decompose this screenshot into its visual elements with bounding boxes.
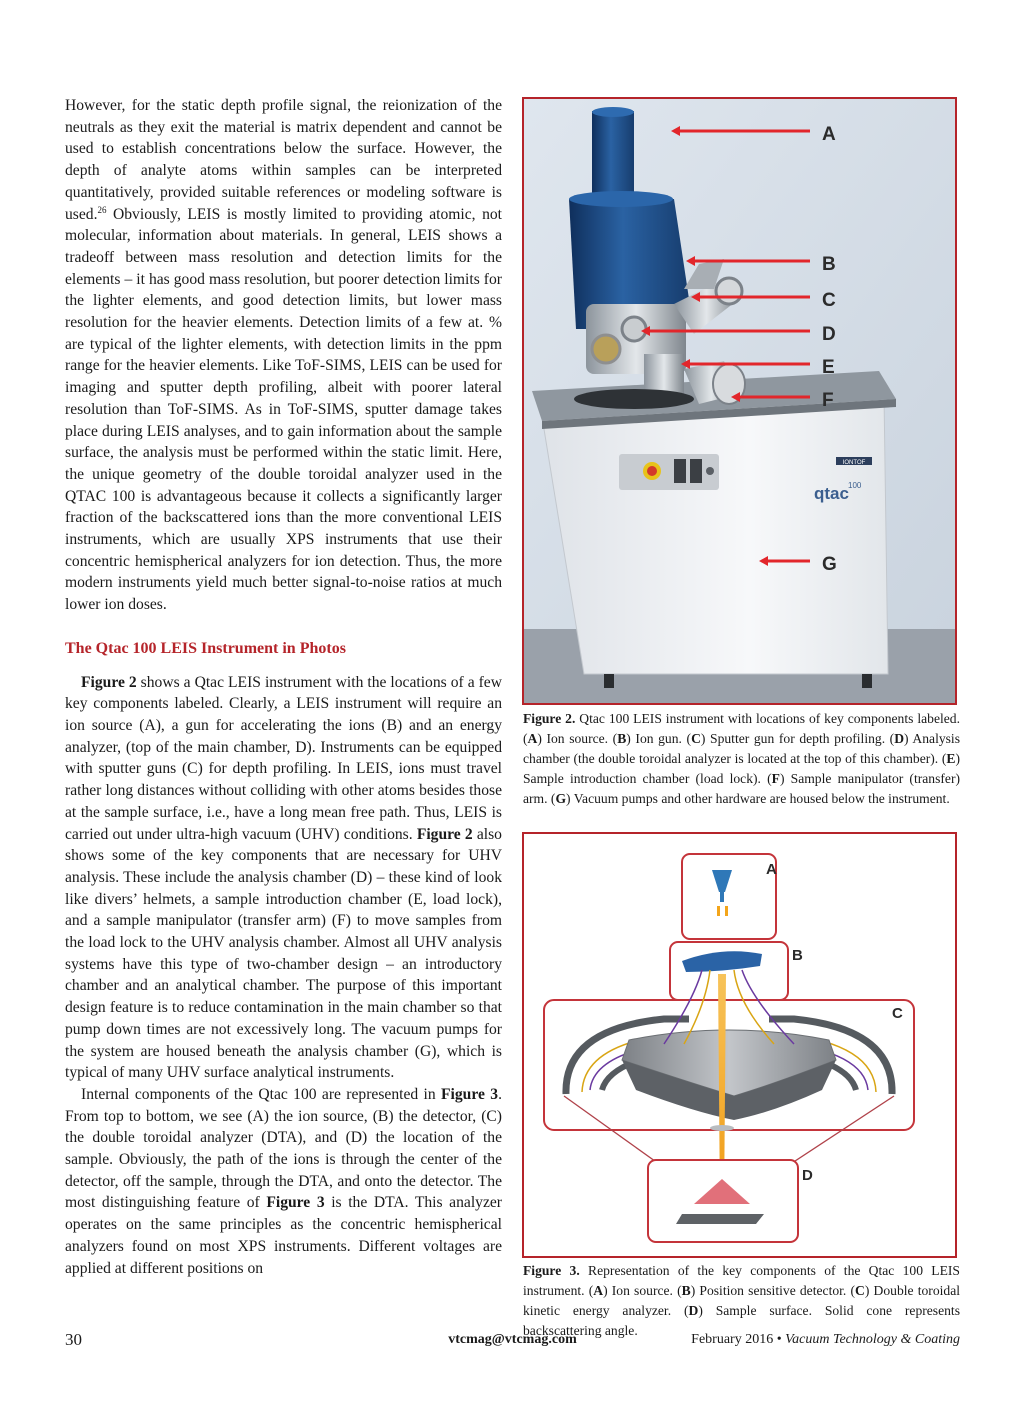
label-d: D xyxy=(802,1167,813,1184)
label-c: C xyxy=(822,290,836,311)
figure-3-diagram xyxy=(522,832,957,1258)
paragraph-3: Internal components of the Qtac 100 are represented in Figure 3. From top to bottom, we see (A) the ion source, (B) the detector, (C) the double toroidal analyzer (DTA), and (D) the location of the sample. Obviously, the path of the ions is through the center of the detector, off the sample, through the DTA, and onto the detector. The most distinguishing feature of Figure 3 is the DTA. This analyzer operates on the same principles as the concentric hemispherical analyzers found on most XPS instruments. Different voltages are applied at different positions on xyxy=(65,1085,502,1277)
footer-email[interactable]: vtcmag@vtcmag.com xyxy=(448,1332,577,1347)
label-b: B xyxy=(792,947,803,964)
label-g: G xyxy=(822,554,837,575)
label-c: C xyxy=(892,1005,903,1022)
brand-logo-text: qtac xyxy=(814,484,849,503)
paragraph-1: However, for the static depth profile signal, the reionization of the neutrals as they exit the material is matrix dependent and cannot be used to establish concentrations below the surface. However, the depth of analyte atoms within samples can be interpreted quantitatively, provided suitable references or modeling software is used.$^{26}$ Obviously, LEIS is mostly limited to providing atomic, not molecular, information about materials. In general, LEIS shows a tradeoff between mass resolution and detection limits for the elements – it has good mass resolution, but poorer detection limits for the lighter elements, and good detection limits, but lower mass resolution for the heavier elements. Detection limits of a few at. % are typical of the lighter elements, with detection limits in the ppm range for the heavier elements. Like ToF-SIMS, LEIS can be used for imaging and sputter depth profiling, albeit with poorer lateral resolution than ToF-SIMS. As in ToF-SIMS, sputter damage takes place during LEIS analyses, and to gain information about the sample surface, the analysis must be performed within the static limit. Here, the unique geometry of the double toroidal analyzer used in the QTAC 100 is advantageous because it collects a significantly larger fraction of the backscattered ions than the more conventional LEIS instruments, which are usually XPS instruments that use their concentric hemispherical analyzers for ion detection. Thus, the more modern instruments yield much better signal-to-noise ratios at much lower ion doses. xyxy=(65,97,502,614)
figure-2-caption: Figure 2. Qtac 100 LEIS instrument with locations of key components labeled. (A) Ion source. (B) Ion gun. (C) Sputter gun for depth profiling. (D) Analysis chamber (the double toroidal analyzer is located at the top of this chamber). (E) Sample introduction chamber (load lock). (F) Sample manipulator (transfer) arm. (G) Vacuum pumps and other hardware are housed below the instrument. xyxy=(523,711,960,806)
body-text-column xyxy=(65,95,502,1279)
leis-schematic xyxy=(524,834,955,1256)
figure-3-caption: Figure 3. Representation of the key components of the Qtac 100 LEIS instrument. (A) Ion source. (B) Position sensitive detector. (C) Double toroidal kinetic energy analyzer. (D) Sample surface. Solid cone represents backscattering angle. xyxy=(523,1263,961,1338)
label-f: F xyxy=(822,390,834,411)
brand-badge-text: IONTOF xyxy=(842,460,866,466)
paragraph-2: Figure 2 shows a Qtac LEIS instrument with the locations of a few key components labeled. Clearly, a LEIS instrument will require an ion source (A), a gun for accelerating the ions (B) and an energy analyzer, (top of the main chamber, D). Instruments can be equipped with sputter guns (C) for depth profiling. In LEIS, ions must travel rather long distances without colliding with other atoms besides those at the sample surface, i.e., have a long mean free path. Thus, LEIS is carried out under ultra-high vacuum (UHV) conditions. Figure 2 also shows some of the key components that are necessary for UHV analysis. These include the analysis chamber (D) – these kind of look like divers’ helmets, a sample introduction chamber (E, load lock), and a sample manipulator (transfer arm) (F) to move samples from the load lock to the UHV analysis chamber. Almost all UHV analysis systems have this type of two-chamber design – an introductory chamber and an analytical chamber. The purpose of this important design feature is to reduce contamination in the main chamber so that pump down times are not excessively long. The vacuum pumps for the system are housed beneath the analysis chamber (G), which is typical of many UHV surface analytical instruments. xyxy=(65,673,502,1082)
label-a: A xyxy=(822,124,836,145)
sample-surface xyxy=(676,1214,764,1224)
footer-issue: February 2016 • Vacuum Technology & Coating xyxy=(691,1332,960,1347)
page-number: 30 xyxy=(65,1330,82,1349)
instrument-illustration xyxy=(524,99,955,703)
page-footer xyxy=(65,1330,960,1352)
label-b: B xyxy=(822,254,836,275)
label-d: D xyxy=(822,324,836,345)
section-heading: The Qtac 100 LEIS Instrument in Photos xyxy=(65,639,346,657)
brand-logo-sup: 100 xyxy=(848,481,862,490)
ion-source-box xyxy=(682,854,776,939)
figure-2-photo xyxy=(522,97,957,705)
label-a: A xyxy=(766,861,777,878)
label-e: E xyxy=(822,357,835,378)
reference-superscript: 26 xyxy=(97,204,107,215)
